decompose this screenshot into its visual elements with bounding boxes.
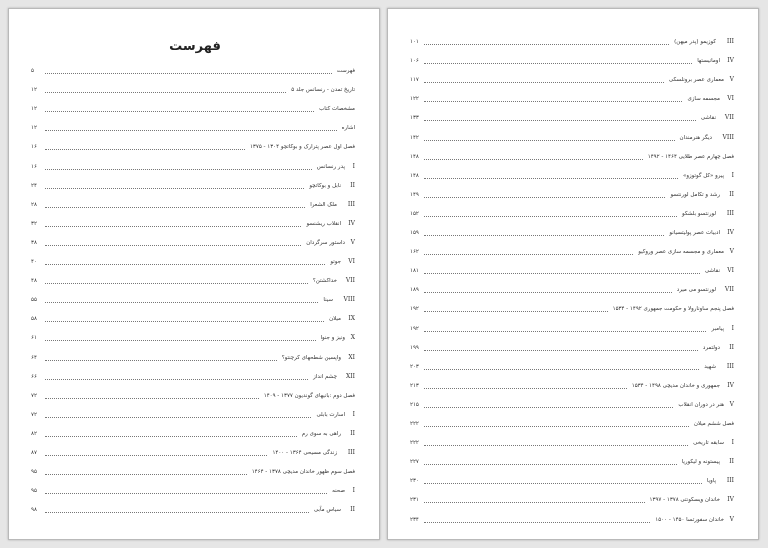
toc-entry-title: خداکشتن؟ <box>311 275 337 287</box>
toc-entry[interactable] <box>9 199 381 211</box>
toc-entry-title: اسارت بابلی <box>314 409 345 421</box>
toc-page-number: ۲۲۲ <box>410 421 419 427</box>
toc-entry[interactable] <box>9 84 381 96</box>
toc-roman-numeral: II <box>729 458 734 466</box>
toc-entry[interactable] <box>9 237 381 249</box>
toc-roman-numeral: I <box>352 487 355 495</box>
toc-entry-title: جوتو <box>328 256 341 268</box>
toc-entry[interactable] <box>388 514 760 526</box>
toc-entry[interactable] <box>388 456 760 468</box>
toc-roman-numeral: III <box>726 38 734 45</box>
toc-entry-title: زندگی مسیحی ۱۳۶۴ - ۱۴۰۰ <box>270 447 337 459</box>
toc-roman-numeral: V <box>729 515 734 523</box>
toc-entry[interactable] <box>388 284 760 296</box>
toc-entry-title: فصل سوم ظهور خاندان مدیچی ۱۳۷۸ - ۱۴۶۴ <box>250 466 355 478</box>
toc-entry-title: نقاشی <box>699 112 716 124</box>
toc-dot-leader <box>424 388 627 389</box>
toc-roman-numeral: II <box>729 343 734 351</box>
toc-entry-title: پیرو «کل گوتوزو» <box>681 170 724 182</box>
toc-dot-leader <box>45 302 318 303</box>
toc-roman-numeral: III <box>726 362 734 370</box>
toc-dot-leader <box>424 331 706 332</box>
toc-dot-leader <box>424 464 677 465</box>
toc-roman-numeral: V <box>729 248 734 256</box>
toc-entry[interactable] <box>388 227 760 239</box>
toc-entry[interactable] <box>9 447 381 459</box>
toc-entry-title: پیامبر <box>709 323 724 335</box>
toc-roman-numeral: III <box>726 477 734 485</box>
toc-page-number: ۱۵۹ <box>410 230 419 236</box>
toc-roman-numeral: IV <box>727 229 734 236</box>
toc-entry[interactable] <box>388 437 760 449</box>
toc-entry[interactable] <box>388 189 760 201</box>
toc-entry[interactable] <box>9 256 381 268</box>
toc-dot-leader <box>45 512 309 513</box>
toc-entry[interactable] <box>388 36 760 48</box>
toc-dot-leader <box>45 398 259 399</box>
toc-entry-title: ونیز و جنوا <box>319 332 345 344</box>
toc-page-number: ۴۰ <box>31 259 37 265</box>
toc-page-number: ۱۴۸ <box>410 172 419 179</box>
toc-page-number: ۱۹۹ <box>410 344 419 351</box>
toc-entry-title: اومانیستها <box>695 55 720 67</box>
toc-entry-title: فصل پنجم ساونارولا و حکومت جمهوری ۱۴۹۲ - ۱۵۳۴ <box>611 303 734 315</box>
toc-page-number: ۲۸ <box>31 201 37 208</box>
toc-page-number: ۱۶ <box>31 144 37 151</box>
toc-entry[interactable] <box>388 399 760 411</box>
toc-dot-leader <box>45 188 304 189</box>
toc-dot-leader <box>424 311 608 312</box>
toc-page-number: ۱۹۲ <box>410 325 419 332</box>
toc-entry-title: فصل چهارم عصر طلایی ۱۴۶۴ - ۱۴۹۲ <box>646 151 734 163</box>
toc-entry[interactable] <box>388 132 760 144</box>
toc-dot-leader <box>424 101 682 102</box>
toc-entry[interactable] <box>388 246 760 258</box>
toc-page-number: ۵۸ <box>31 316 37 323</box>
toc-entry[interactable] <box>9 65 381 77</box>
toc-entry[interactable] <box>388 74 760 86</box>
toc-entry[interactable] <box>388 475 760 487</box>
toc-entry[interactable] <box>388 93 760 105</box>
toc-roman-numeral: VII <box>724 114 734 122</box>
toc-page-number: ۱۲۲ <box>410 96 419 103</box>
toc-page-number: ۵ <box>31 68 34 74</box>
toc-page-number: ۲۱۳ <box>410 382 419 389</box>
toc-roman-numeral: IV <box>348 219 355 227</box>
toc-roman-numeral: V <box>729 76 734 84</box>
toc-roman-numeral: I <box>731 171 734 179</box>
toc-page-number: ۱۲ <box>31 106 37 113</box>
toc-entry[interactable] <box>388 55 760 67</box>
toc-page-number: ۱۴۸ <box>410 153 419 160</box>
toc-roman-numeral: VI <box>727 95 734 103</box>
toc-roman-numeral: IV <box>727 496 734 504</box>
toc-dot-leader <box>45 169 312 170</box>
toc-dot-leader <box>424 522 650 523</box>
toc-entry[interactable] <box>388 418 760 430</box>
toc-page-number: ۲۴ <box>31 182 37 189</box>
toc-roman-numeral: III <box>347 449 355 456</box>
toc-page-number: ۱۰۶ <box>410 58 419 65</box>
toc-dot-leader <box>424 483 702 484</box>
toc-page-number: ۱۸۹ <box>410 287 419 294</box>
toc-dot-leader <box>45 474 247 475</box>
toc-entry-title: کوزیمو (پدر میهن) <box>672 36 716 48</box>
toc-entry-title: فهرست <box>335 65 355 77</box>
toc-roman-numeral: II <box>350 181 355 189</box>
toc-page-number: ۲۰۳ <box>410 363 419 370</box>
right-toc-list <box>388 9 760 541</box>
toc-entry-title: سینا <box>321 294 333 306</box>
toc-entry-title: فصل ششم میلان <box>692 418 734 430</box>
toc-dot-leader <box>45 436 297 437</box>
toc-page-number: ۱۱۷ <box>410 77 419 84</box>
toc-roman-numeral: IX <box>348 315 355 323</box>
toc-entry[interactable] <box>388 323 760 335</box>
toc-roman-numeral: III <box>347 200 355 208</box>
toc-dot-leader <box>424 63 692 64</box>
toc-dot-leader <box>424 159 643 160</box>
toc-page-number: ۷۲ <box>31 411 37 418</box>
toc-page-number: ۹۵ <box>31 469 37 476</box>
toc-page-number: ۲۳۱ <box>410 497 419 504</box>
left-toc-list <box>9 9 381 541</box>
toc-entry-title: سابقه تاریخی <box>691 437 724 449</box>
toc-entry[interactable] <box>388 151 760 163</box>
toc-entry-title: مجسمه سازی <box>685 93 720 105</box>
left-page <box>8 8 380 540</box>
toc-entry[interactable] <box>388 170 760 182</box>
toc-roman-numeral: II <box>350 429 355 437</box>
toc-dot-leader <box>424 273 700 274</box>
toc-entry-title: اشاره <box>340 122 355 134</box>
toc-roman-numeral: I <box>352 410 355 418</box>
toc-dot-leader <box>424 44 669 45</box>
toc-page-number: ۱۵۲ <box>410 210 419 217</box>
toc-roman-numeral: IV <box>727 57 734 65</box>
toc-dot-leader <box>424 426 689 427</box>
toc-entry[interactable] <box>9 122 381 134</box>
toc-entry[interactable] <box>9 275 381 287</box>
toc-dot-leader <box>424 235 664 236</box>
toc-entry-title: خاندان سفورتسا ۱۴۵۰ - ۱۵۰۰ <box>653 514 724 526</box>
toc-roman-numeral: I <box>352 162 355 170</box>
toc-roman-numeral: XII <box>345 372 355 380</box>
toc-dot-leader <box>45 493 327 494</box>
toc-entry-title: لورنتسو می میرد <box>675 284 716 296</box>
toc-page-number: ۱۸۱ <box>410 268 419 275</box>
toc-page-number: ۳۸ <box>31 239 37 246</box>
toc-dot-leader <box>45 360 277 361</box>
toc-entry-title: جمهوری و خاندان مدیچی ۱۴۹۸ - ۱۵۳۴ <box>630 380 720 392</box>
toc-entry[interactable] <box>9 313 381 325</box>
toc-entry-title: انقلاب ریشنسو <box>304 218 341 230</box>
toc-roman-numeral: VII <box>345 277 355 285</box>
toc-roman-numeral: VI <box>348 258 355 265</box>
toc-entry[interactable] <box>9 390 381 402</box>
toc-entry-title: پاویا <box>705 475 716 487</box>
toc-entry-title: رشد و تکامل لورنتسو <box>668 189 720 201</box>
toc-page-number: ۱۳۳ <box>410 115 419 122</box>
toc-dot-leader <box>45 92 286 93</box>
toc-entry[interactable] <box>9 161 381 173</box>
toc-roman-numeral: III <box>726 209 734 217</box>
toc-entry-title: نقاشی <box>703 265 720 277</box>
toc-page-number: ۱۴۲ <box>410 134 419 141</box>
toc-entry-title: شهید <box>702 361 716 373</box>
toc-entry[interactable] <box>9 141 381 153</box>
toc-dot-leader <box>424 407 673 408</box>
toc-roman-numeral: VI <box>727 267 734 275</box>
toc-entry[interactable] <box>388 265 760 277</box>
toc-entry-title: هنر در دوران انقلاب <box>676 399 724 411</box>
toc-dot-leader <box>45 264 325 265</box>
toc-entry-title: نابل و بوکاتچو <box>307 180 341 192</box>
toc-page-number: ۹۸ <box>31 507 37 514</box>
toc-page-number: ۳۲ <box>31 220 37 227</box>
toc-roman-numeral: VIII <box>722 133 734 141</box>
toc-entry[interactable] <box>9 180 381 192</box>
toc-roman-numeral: X <box>350 334 355 342</box>
toc-entry[interactable] <box>9 504 381 516</box>
toc-dot-leader <box>45 149 245 150</box>
toc-roman-numeral: I <box>731 439 734 447</box>
toc-dot-leader <box>424 82 664 83</box>
toc-dot-leader <box>424 350 698 351</box>
toc-entry-title: معماری عصر برونلسکی <box>667 74 724 86</box>
toc-entry[interactable] <box>388 494 760 506</box>
toc-dot-leader <box>45 283 308 284</box>
toc-entry[interactable] <box>388 380 760 392</box>
toc-roman-numeral: VIII <box>343 296 355 304</box>
toc-roman-numeral: VII <box>724 286 734 294</box>
toc-entry-title: داستور سرگردان <box>304 237 345 249</box>
toc-entry[interactable] <box>9 409 381 421</box>
toc-entry-title: واپسین شطحهای کرچنتو؟ <box>280 352 341 364</box>
toc-page-number: ۱۲ <box>31 87 37 94</box>
toc-entry-title: فصل دوم :بانیهای گوندیون ۱۳۷۷ - ۱۴۰۹ <box>262 390 355 402</box>
toc-dot-leader <box>424 178 678 179</box>
toc-entry-title: دیگر هنرمندان <box>678 132 712 144</box>
toc-page-number: ۲۲۷ <box>410 459 419 466</box>
toc-dot-leader <box>424 120 696 121</box>
toc-page-number: ۶۴ <box>31 354 37 361</box>
toc-entry-title: پیستونه و لیکوریا <box>680 456 720 468</box>
toc-entry-title: خاندان ویسکونتی ۱۳۷۸ - ۱۳۹۷ <box>648 494 720 506</box>
toc-page-number: ۱۶ <box>31 163 37 170</box>
toc-page-number: ۸۷ <box>31 450 37 456</box>
toc-entry-title: پدر رنسانس <box>315 161 345 173</box>
toc-dot-leader <box>45 321 324 322</box>
toc-entry[interactable] <box>388 112 760 124</box>
toc-page-number: ۸۲ <box>31 430 37 437</box>
toc-page-number: ۲۳۰ <box>410 478 419 485</box>
toc-page-number: ۶۱ <box>31 335 37 342</box>
toc-dot-leader <box>45 245 301 246</box>
toc-dot-leader <box>424 292 672 293</box>
toc-dot-leader <box>45 417 311 418</box>
toc-dot-leader <box>45 207 305 208</box>
toc-dot-leader <box>45 130 337 131</box>
toc-page-number: ۱۹۲ <box>410 306 419 313</box>
toc-entry-title: دولتمرد <box>701 342 720 354</box>
toc-dot-leader <box>45 111 314 112</box>
toc-dot-leader <box>45 73 332 74</box>
toc-entry-title: لورنتسو بلشکو <box>680 208 716 220</box>
toc-entry-title: سیاس مآبی <box>312 504 341 516</box>
toc-page-number: ۷۲ <box>31 392 37 399</box>
toc-page-number: ۱۲ <box>31 125 37 132</box>
toc-entry[interactable] <box>9 103 381 115</box>
toc-entry[interactable] <box>9 332 381 344</box>
toc-entry[interactable] <box>9 485 381 497</box>
toc-entry-title: ملک الشعرا <box>308 199 337 211</box>
toc-dot-leader <box>424 445 688 446</box>
toc-dot-leader <box>424 216 677 217</box>
toc-roman-numeral: II <box>729 190 734 198</box>
toc-page-number: ۵۵ <box>31 297 37 304</box>
toc-title: فهرست <box>169 39 221 54</box>
toc-dot-leader <box>424 254 633 255</box>
toc-roman-numeral: V <box>729 400 734 408</box>
toc-dot-leader <box>45 379 308 380</box>
toc-dot-leader <box>424 502 645 503</box>
toc-page-number: ۱۴۹ <box>410 191 419 198</box>
toc-entry[interactable] <box>9 352 381 364</box>
toc-entry-title: تاریخ تمدن - رنسانس جلد ۵ <box>289 84 355 96</box>
toc-entry-title: چشم انداز <box>311 371 337 383</box>
toc-entry[interactable] <box>388 208 760 220</box>
toc-page-number: ۲۱۵ <box>410 401 419 408</box>
toc-roman-numeral: IV <box>727 381 734 389</box>
right-page <box>387 8 759 540</box>
toc-entry[interactable] <box>9 428 381 440</box>
toc-entry[interactable] <box>388 303 760 315</box>
toc-dot-leader <box>424 140 675 141</box>
toc-entry-title: راهی به سوی رم <box>300 428 341 440</box>
toc-page-number: ۴۸ <box>31 278 37 285</box>
toc-entry[interactable] <box>388 361 760 373</box>
toc-page-number: ۶۶ <box>31 373 37 380</box>
toc-entry[interactable] <box>9 371 381 383</box>
toc-roman-numeral: II <box>350 506 355 514</box>
toc-dot-leader <box>45 455 267 456</box>
toc-page-number: ۱۶۲ <box>410 249 419 256</box>
toc-dot-leader <box>45 226 301 227</box>
toc-roman-numeral: I <box>731 324 734 332</box>
toc-page-number: ۹۵ <box>31 488 37 495</box>
toc-entry-title: مشخصات کتاب <box>317 103 355 115</box>
toc-entry[interactable] <box>9 294 381 306</box>
toc-page-number: ۱۰۱ <box>410 39 419 45</box>
toc-page-number: ۲۳۴ <box>410 516 419 523</box>
toc-entry-title: ادبیات عصر پولیتسیانو <box>667 227 720 239</box>
toc-entry-title: صحنه <box>330 485 345 497</box>
toc-entry[interactable] <box>388 342 760 354</box>
toc-entry-title: معماری و مجسمه سازی عصر وروکیو <box>636 246 724 258</box>
toc-entry[interactable] <box>9 466 381 478</box>
toc-roman-numeral: XI <box>348 353 355 361</box>
toc-dot-leader <box>424 197 665 198</box>
toc-dot-leader <box>45 340 316 341</box>
toc-entry[interactable] <box>9 218 381 230</box>
toc-page-number: ۲۲۲ <box>410 440 419 447</box>
toc-entry-title: میلان <box>327 313 341 325</box>
toc-roman-numeral: V <box>350 238 355 246</box>
toc-dot-leader <box>424 369 699 370</box>
toc-entry-title: فصل اول عصر پترارک و بوکاتچو ۱۳۰۴ - ۱۳۷۵ <box>248 141 355 153</box>
